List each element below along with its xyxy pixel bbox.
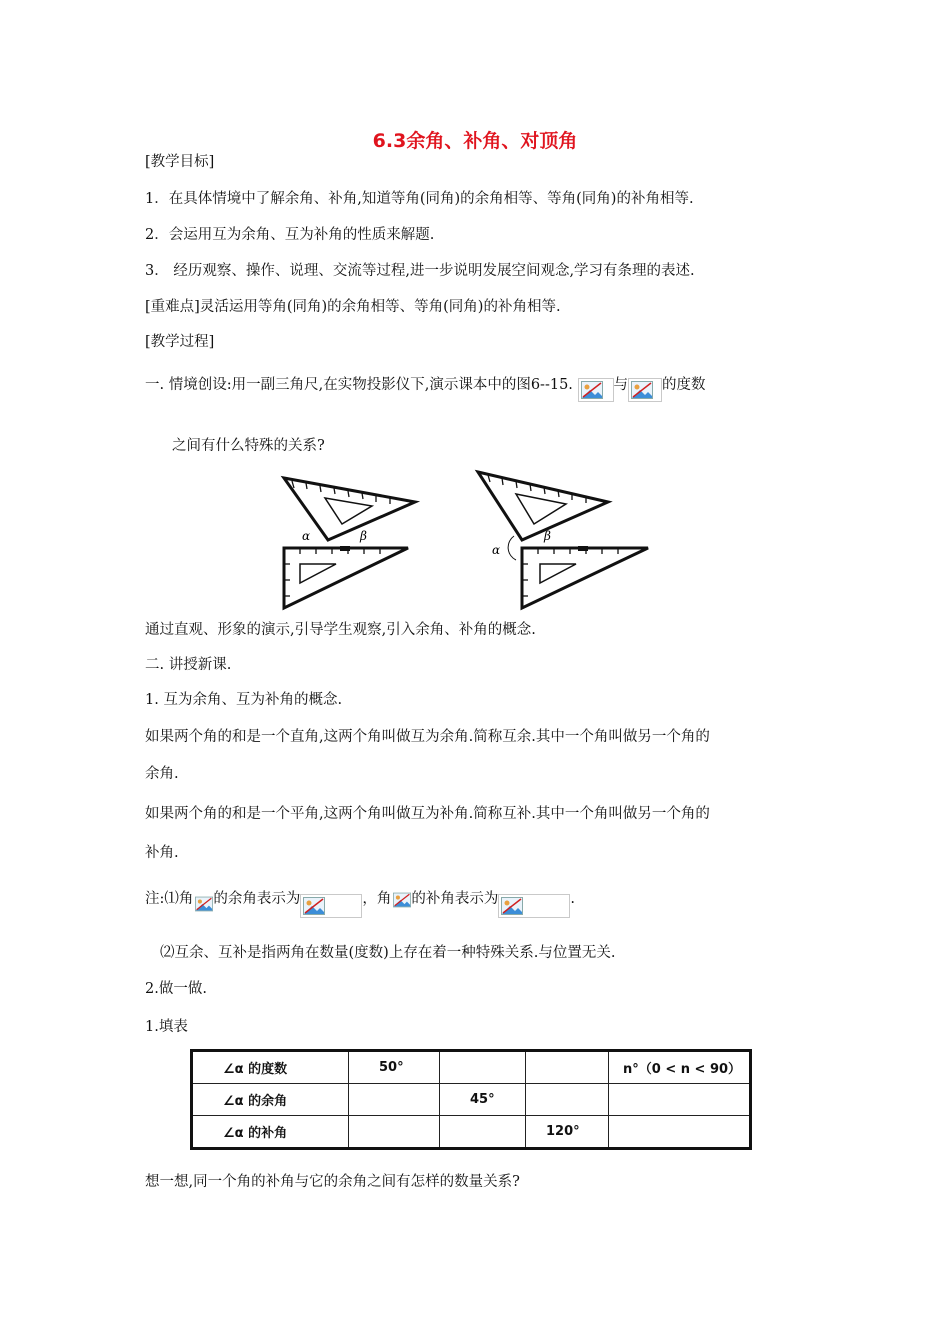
set-square-figure-left xyxy=(270,468,425,613)
fill-header: 1.填表 xyxy=(145,1019,188,1035)
process-header: [教学过程] xyxy=(145,334,215,350)
beta-label: β xyxy=(360,529,367,543)
table-cell: n°（0 < n < 90） xyxy=(609,1051,751,1084)
table-cell xyxy=(349,1116,440,1149)
fill-in-table xyxy=(190,1049,752,1150)
note-text-e: . xyxy=(570,891,575,907)
image-placeholder-icon xyxy=(628,378,662,402)
complementary-definition: 如果两个角的和是一个直角,这两个角叫做互为余角.简称互余.其中一个角叫做另一个角的 xyxy=(145,729,710,745)
alpha-label: α xyxy=(492,543,501,557)
table-cell xyxy=(440,1051,526,1084)
concept-title: 1. 互为余角、互为补角的概念. xyxy=(145,692,343,708)
objective-3: 3． 经历观察、操作、说理、交流等过程,进一步说明发展空间观念,学习有条理的表述. xyxy=(145,263,695,279)
table-cell: 120° xyxy=(526,1116,609,1149)
key-point: [重难点]灵活运用等角(同角)的余角相等、等角(同角)的补角相等. xyxy=(145,299,561,315)
section2-header: 二. 讲授新课. xyxy=(145,657,232,673)
supplementary-definition-end: 补角. xyxy=(145,845,179,861)
section1-text-b: 与 xyxy=(613,377,629,393)
table-cell: ∠α 的补角 xyxy=(192,1116,349,1149)
beta-label: β xyxy=(544,529,551,543)
table-cell: 50° xyxy=(349,1051,440,1084)
set-square-figure-right xyxy=(470,468,655,613)
table-cell xyxy=(526,1051,609,1084)
note-text-b: 的余角表示为 xyxy=(213,891,301,907)
objective-1: 1．在具体情境中了解余角、补角,知道等角(同角)的余角相等、等角(同角)的补角相等. xyxy=(145,191,694,207)
objective-2: 2．会运用互为余角、互为补角的性质来解题. xyxy=(145,227,435,243)
note-text-a: 注:⑴角 xyxy=(145,891,194,907)
image-placeholder-icon xyxy=(391,889,411,913)
note-2: ⑵互余、互补是指两角在数量(度数)上存在着一种特殊关系.与位置无关. xyxy=(160,945,616,961)
table-cell xyxy=(349,1084,440,1116)
table-cell xyxy=(440,1116,526,1149)
section1-line xyxy=(145,368,706,402)
image-placeholder-icon xyxy=(300,894,362,918)
complementary-definition-end: 余角. xyxy=(145,766,179,782)
table-cell xyxy=(609,1084,751,1116)
section1-text-d: 之间有什么特殊的关系? xyxy=(172,438,325,454)
table-cell: 45° xyxy=(440,1084,526,1116)
page-title: 6.3余角、补角、对顶角 xyxy=(372,130,578,152)
table-cell: ∠α 的余角 xyxy=(192,1084,349,1116)
table-row xyxy=(192,1051,751,1084)
question: 想一想,同一个角的补角与它的余角之间有怎样的数量关系? xyxy=(145,1174,520,1190)
table-cell xyxy=(609,1116,751,1149)
image-placeholder-icon xyxy=(193,893,213,917)
try-header: 2.做一做. xyxy=(145,981,207,997)
table-cell: ∠α 的度数 xyxy=(192,1051,349,1084)
section1-text-c: 的度数 xyxy=(662,377,706,393)
section1-text-a: 一. 情境创设:用一副三角尺,在实物投影仪下,演示课本中的图6--15. xyxy=(145,377,573,393)
note-line xyxy=(145,880,575,918)
table-row xyxy=(192,1116,751,1149)
alpha-label: α xyxy=(302,529,311,543)
supplementary-definition: 如果两个角的和是一个平角,这两个角叫做互为补角.简称互补.其中一个角叫做另一个角的 xyxy=(145,806,710,822)
objectives-header: [教学目标] xyxy=(145,154,215,170)
note-text-d: 的补角表示为 xyxy=(411,891,499,907)
image-placeholder-icon xyxy=(578,378,614,402)
after-figure-text: 通过直观、形象的演示,引导学生观察,引入余角、补角的概念. xyxy=(145,622,536,638)
image-placeholder-icon xyxy=(498,894,570,918)
note-text-c: ，角 xyxy=(362,891,392,907)
table-row xyxy=(192,1084,751,1116)
table-cell xyxy=(526,1084,609,1116)
